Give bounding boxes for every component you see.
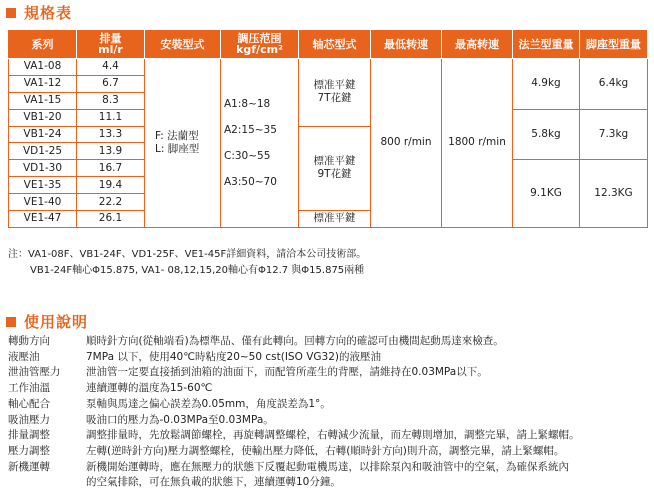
cell-min-speed: 800 r/min [371, 59, 442, 228]
header-flange-weight: 法兰型重量 [513, 30, 580, 59]
usage-list [8, 334, 580, 491]
cell-displacement: 4.4 [77, 59, 145, 76]
cell-pressure: A1:8~18 A2:15~35 C:30~55 A3:50~70 [221, 59, 299, 228]
cell-flange-weight-2: 5.8kg [513, 109, 580, 160]
table-row [9, 59, 648, 76]
cell-shaft-group-3: 標准平鍵 [299, 211, 371, 228]
usage-item: 轉動方向 順時針方向(從軸端看)為標準品、僅有此轉向。回轉方向的確認可由機間起動馬達來檢查。 [8, 335, 504, 347]
cell-displacement: 13.9 [77, 143, 145, 160]
cell-flange-weight-3: 9.1KG [513, 160, 580, 228]
usage-item: 新機運轉 新機開始運轉時，應在無壓力的狀態下反覆起動電機馬達，以排除泵內和吸油管中的空氣，為確保系統內 [8, 460, 569, 473]
cell-displacement: 6.7 [77, 75, 145, 92]
table-header-row [9, 30, 648, 59]
spec-notes [8, 247, 366, 279]
usage-item: 泄油管壓力 泄油管一定要直接插到油箱的油面下，而配管所產生的背壓，請維持在0.03MPa以下。 [8, 366, 488, 379]
usage-item: 排量調整 調整排量時，先放鬆調節螺栓，再旋轉調整螺栓，右轉減少流量，而左轉則增加，調整完畢，請上緊螺帽。 [8, 429, 580, 442]
cell-max-speed: 1800 r/min [442, 59, 513, 228]
cell-series: VA1-12 [9, 75, 77, 92]
cell-displacement: 22.2 [77, 194, 145, 211]
spec-section-title: 規格表 [24, 4, 73, 22]
spec-section-header [6, 2, 72, 23]
usage-item: 液壓油 7MPa 以下，使用40℃時粘度20~50 cst(ISO VG32)的液壓油 [8, 350, 381, 363]
header-foot-weight: 脚座型重量 [580, 30, 648, 59]
cell-displacement: 8.3 [77, 92, 145, 109]
usage-section-header [6, 311, 88, 332]
cell-shaft-group-2: 標准平鍵 9T花鍵 [299, 126, 371, 210]
cell-series: VB1-24 [9, 126, 77, 143]
cell-series: VE1-40 [9, 194, 77, 211]
cell-displacement: 13.3 [77, 126, 145, 143]
note-line-1: 注：VA1-08F、VB1-24F、VD1-25F、VE1-45F詳細資料，請洽本公司技術部。 [8, 249, 367, 260]
header-min-speed: 最低转速 [371, 30, 442, 59]
cell-series: VE1-35 [9, 177, 77, 194]
usage-item: 壓力調整 左轉(逆時針方向)壓力調整螺栓，使輸出壓力降低，右轉(順時針方向)則升高，調整完畢，請上緊螺帽。 [8, 444, 565, 457]
usage-item-continuation: 的空氣排除，可在無負載的狀態下，連續運轉10分鐘。 [86, 476, 341, 489]
cell-displacement: 11.1 [77, 109, 145, 126]
cell-mount: F: 法蘭型 L: 脚座型 [145, 59, 221, 228]
cell-shaft-group-1: 標准平鍵 7T花鍵 [299, 59, 371, 127]
spec-table [8, 29, 648, 228]
cell-series: VA1-15 [9, 92, 77, 109]
cell-flange-weight-1: 4.9kg [513, 59, 580, 110]
cell-displacement: 16.7 [77, 160, 145, 177]
cell-series: VB1-20 [9, 109, 77, 126]
note-line-2: VB1-24F軸心Φ15.875, VA1- 08,12,15,20軸心有Φ12.7 與Φ15.875兩種 [30, 265, 365, 276]
usage-item: 吸油壓力 吸油口的壓力為-0.03MPa至0.03MPa。 [8, 413, 274, 426]
usage-item: 工作油溫 連續運轉的溫度為15-60℃ [8, 382, 213, 395]
section-marker-icon [6, 8, 16, 18]
header-max-speed: 最高转速 [442, 30, 513, 59]
header-pressure-range: 調压范围 kgf/cm² [221, 30, 299, 59]
header-displacement: 排量 ml/r [77, 30, 145, 59]
header-series: 系列 [9, 30, 77, 59]
usage-section-title: 使用說明 [24, 313, 89, 331]
usage-item: 軸心配合 泵軸與馬達之偏心誤差為0.05mm，角度誤差為1°。 [8, 397, 331, 410]
cell-foot-weight-1: 6.4kg [580, 59, 648, 110]
cell-foot-weight-3: 12.3KG [580, 160, 648, 228]
header-shaft: 轴芯型式 [299, 30, 371, 59]
cell-series: VD1-25 [9, 143, 77, 160]
cell-series: VD1-30 [9, 160, 77, 177]
section-marker-icon [6, 317, 16, 327]
cell-series: VA1-08 [9, 59, 77, 76]
cell-foot-weight-2: 7.3kg [580, 109, 648, 160]
header-mount: 安裝型式 [145, 30, 221, 59]
cell-displacement: 19.4 [77, 177, 145, 194]
cell-series: VE1-47 [9, 211, 77, 228]
cell-displacement: 26.1 [77, 211, 145, 228]
